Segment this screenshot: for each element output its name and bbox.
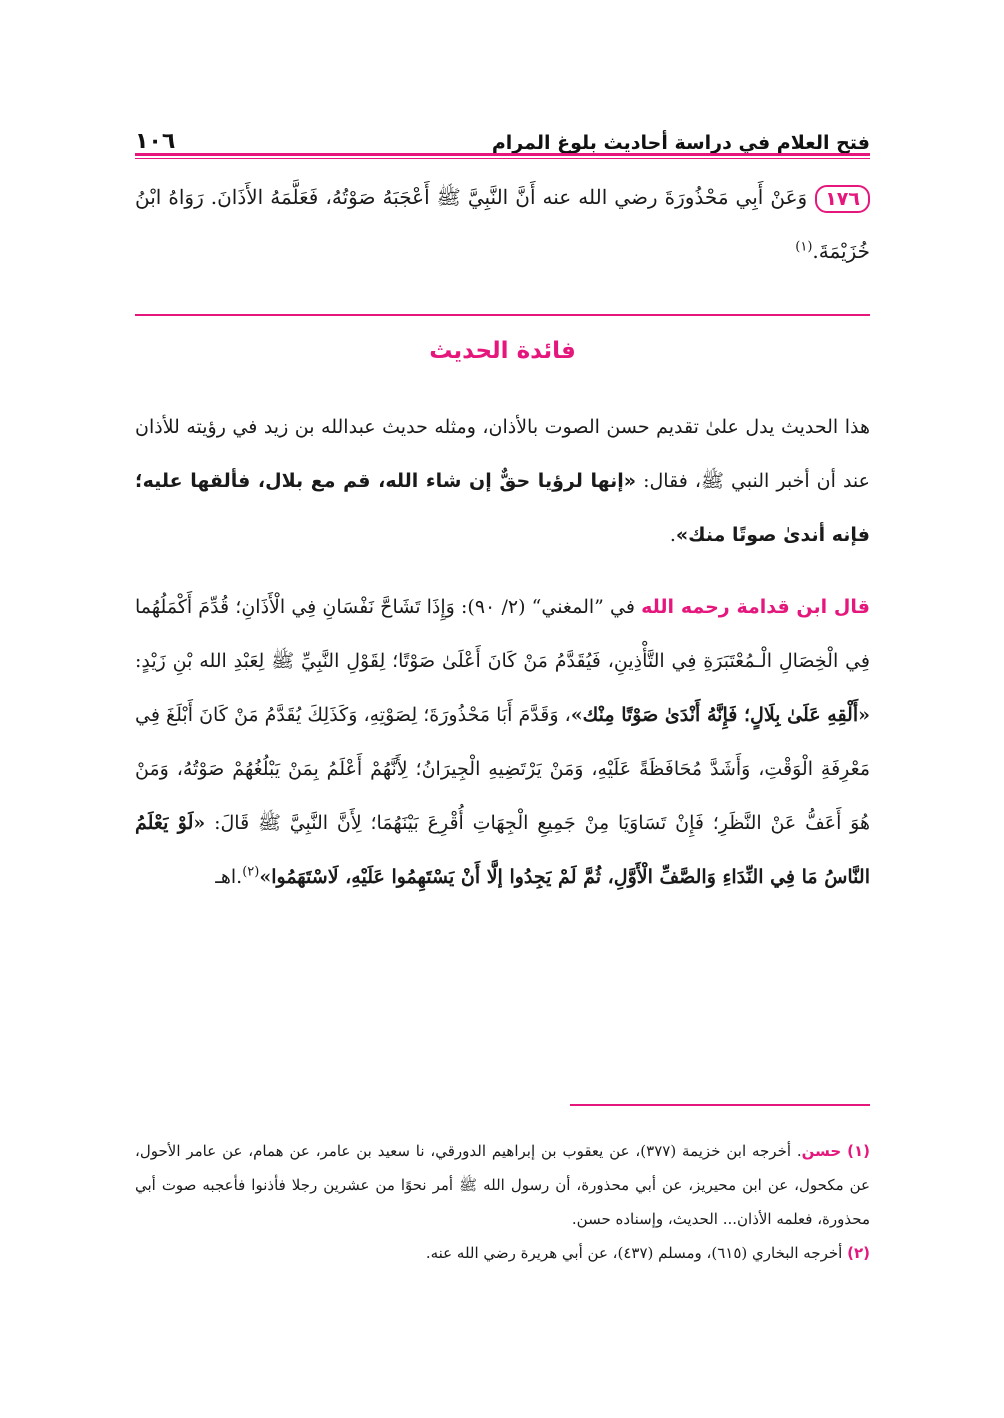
footnote-reference-2[interactable]: (٢) [242, 864, 260, 880]
commentary-paragraph-1 [135, 400, 870, 562]
commentary-paragraph-2 [135, 580, 870, 904]
footnote-separator [570, 1104, 870, 1106]
footnote-1-grade: حسن [801, 1142, 842, 1160]
footnote-2-number: (٢) [847, 1244, 870, 1262]
footnote-2 [135, 1236, 870, 1270]
para1-intro: هذا الحديث يدل علىٰ تقديم حسن الصوت بالأذان، ومثله حديث عبدالله بن زيد في رؤيته للأذان عند أن أخبر النبي ﷺ، فقال: [135, 416, 870, 492]
book-title: فتح العلام في دراسة أحاديث بلوغ المرام [491, 132, 870, 154]
hadith-body: وَعَنْ أَبِي مَحْذُورَةَ رضي الله عنه أَنَّ النَّبِيَّ ﷺ أَعْجَبَهُ صَوْتُهُ، فَعَلَّمَهُ الأَذَانَ. رَوَاهُ ابْنُ خُزَيْمَةَ. [135, 185, 870, 263]
footnote-1-number: (١) [847, 1142, 870, 1160]
header-rule [135, 153, 870, 156]
footnote-1-text: . أخرجه ابن خزيمة (٣٧٧)، عن يعقوب بن إبراهيم الدورقي، نا سعيد بن عامر، عن همام، عن عامر الأحول، عن مكحول، عن ابن محيريز، عن أبي محذورة، أن رسول الله ﷺ أمر نحوًا من عشرين رجلا فأذنوا فأعجبه صوت أبي محذورة، فعلمه الأذان... الحديث، وإسناده حسن. [135, 1142, 870, 1228]
para2-quote-2: «لَوْ يَعْلَمُ النَّاسُ مَا فِي النِّدَاءِ وَالصَّفِّ الْأَوَّلِ، ثُمَّ لَمْ يَجِدُوا إلَّا أَنْ يَسْتَهِمُوا عَلَيْهِ، لَاسْتَهَمُوا» [135, 812, 870, 888]
speaker-name: قال ابن قدامة رحمه الله [641, 596, 870, 618]
footnote-reference-1[interactable]: (١) [795, 239, 813, 255]
footnotes [135, 1134, 870, 1270]
para2-quote-1: «أَلْقِهِ عَلَىٰ بِلَالٍ؛ فَإِنَّهُ أَنْدَىٰ صَوْتًا مِنْك» [570, 704, 870, 726]
para2-text-1: في ”المغني“ (٢/ ٩٠): وَإِذَا تَشَاحَّ نَفْسَانِ فِي الْأَذَانِ؛ قُدِّمَ أَكْمَلُهُما فِي الْخِصَالِ الْـمُعْتَبَرَةِ فِي التَّأْذِينِ، فَيُقَدَّمُ مَنْ كَانَ أَعْلَىٰ صَوْتًا؛ لِقَوْلِ النَّبِيِّ ﷺ لِعَبْدِ الله بْنِ زَيْدٍ: [135, 596, 870, 672]
book-page [135, 0, 870, 1418]
footnote-1 [135, 1134, 870, 1236]
header-rule-thin [135, 158, 870, 159]
section-divider [135, 314, 870, 316]
hadith-number-badge: ١٧٦ [815, 185, 870, 213]
footnote-2-text: أخرجه البخاري (٦١٥)، ومسلم (٤٣٧)، عن أبي هريرة رضي الله عنه. [425, 1244, 843, 1262]
running-header [135, 118, 870, 154]
page-number: ١٠٦ [135, 129, 176, 154]
para2-text-2: ، وَقَدَّمَ أَبَا مَحْذُورَةَ؛ لِصَوْتِهِ، وَكَذَلِكَ يُقَدَّمُ مَنْ كَانَ أَبْلَغَ فِي مَعْرِفَةِ الْوَقْتِ، وَأَشَدَّ مُحَافَظَةً عَلَيْهِ، وَمَنْ يَرْتَضِيهِ الْجِيرَانُ؛ لِأَنَّهُمْ أَعْلَمُ بِمَنْ يَبْلُغُهُمْ صَوْتُهُ، وَمَنْ هُوَ أَعَفُّ عَنْ النَّظَرِ؛ فَإِنْ تَسَاوَيَا مِنْ جَمِيعِ الْجِهَاتِ أُقْرِعَ بَيْنَهُمَا؛ لِأَنَّ النَّبِيَّ ﷺ قَالَ: [135, 704, 870, 834]
para1-end: . [669, 524, 676, 546]
para1-quote: «إنها لرؤيا حقٌّ إن شاء الله، قم مع بلال، فألقها عليه؛ فإنه أندىٰ صوتًا منك» [135, 470, 870, 546]
para2-end: .اهـ [215, 866, 243, 888]
section-title: فائدة الحديث [429, 338, 576, 364]
hadith-text [135, 170, 870, 278]
